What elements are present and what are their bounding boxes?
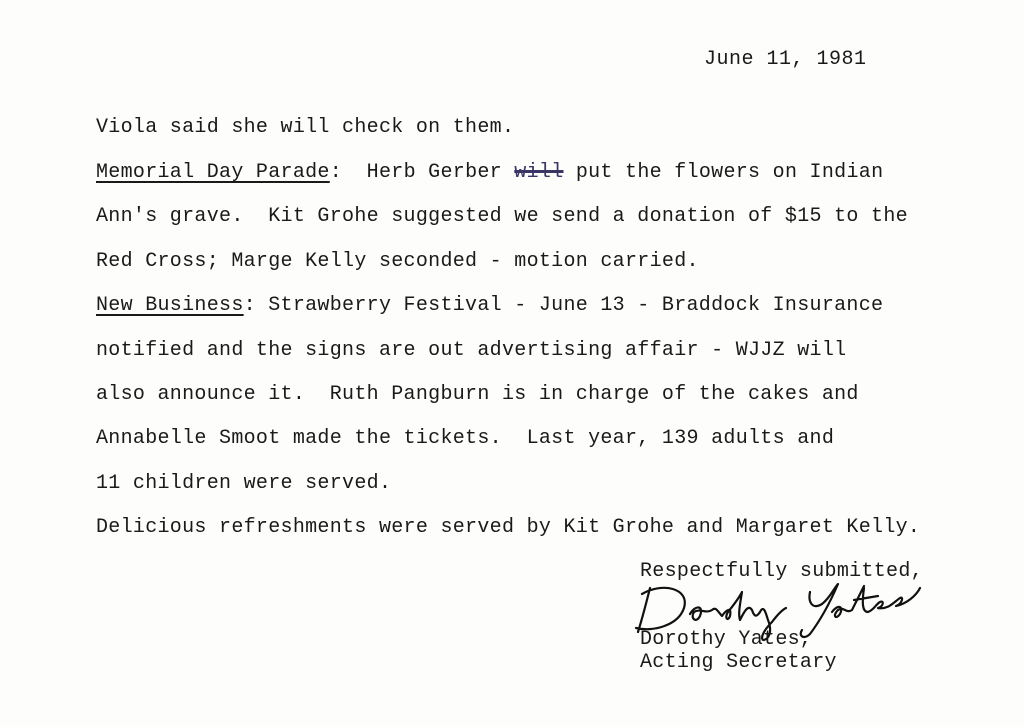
text-span: put the flowers on Indian xyxy=(563,161,884,184)
paragraph-line: Delicious refreshments were served by Kit Grohe and Margaret Kelly. xyxy=(96,516,921,539)
heading-colon: : xyxy=(329,161,343,184)
paragraph-line: 11 children were served. xyxy=(96,472,392,495)
letter-date: June 11, 1981 xyxy=(704,48,867,71)
signer-name: Dorothy Yates, xyxy=(640,628,813,651)
section-heading-new-business: New Business xyxy=(96,294,244,317)
paragraph-line: Ann's grave. Kit Grohe suggested we send a donation of $15 to the xyxy=(96,205,908,228)
paragraph-line: Annabelle Smoot made the tickets. Last year, 139 adults and xyxy=(96,427,835,450)
text-span: : Strawberry Festival - June 13 - Braddock Insurance xyxy=(243,294,884,317)
paragraph-line: Viola said she will check on them. xyxy=(96,116,515,139)
signer-title: Acting Secretary xyxy=(640,651,837,674)
struck-word: will xyxy=(514,161,564,184)
closing-line: Respectfully submitted, xyxy=(640,560,923,583)
paragraph-line: Red Cross; Marge Kelly seconded - motion carried. xyxy=(96,250,699,273)
paragraph-line: notified and the signs are out advertising affair - WJJZ will xyxy=(96,339,847,362)
section-heading-memorial-day: Memorial Day Parade xyxy=(96,161,330,184)
paragraph-line: also announce it. Ruth Pangburn is in charge of the cakes and xyxy=(96,383,859,406)
text-span: Herb Gerber xyxy=(342,161,515,184)
paragraph-line xyxy=(96,294,883,317)
paragraph-line xyxy=(96,161,883,184)
